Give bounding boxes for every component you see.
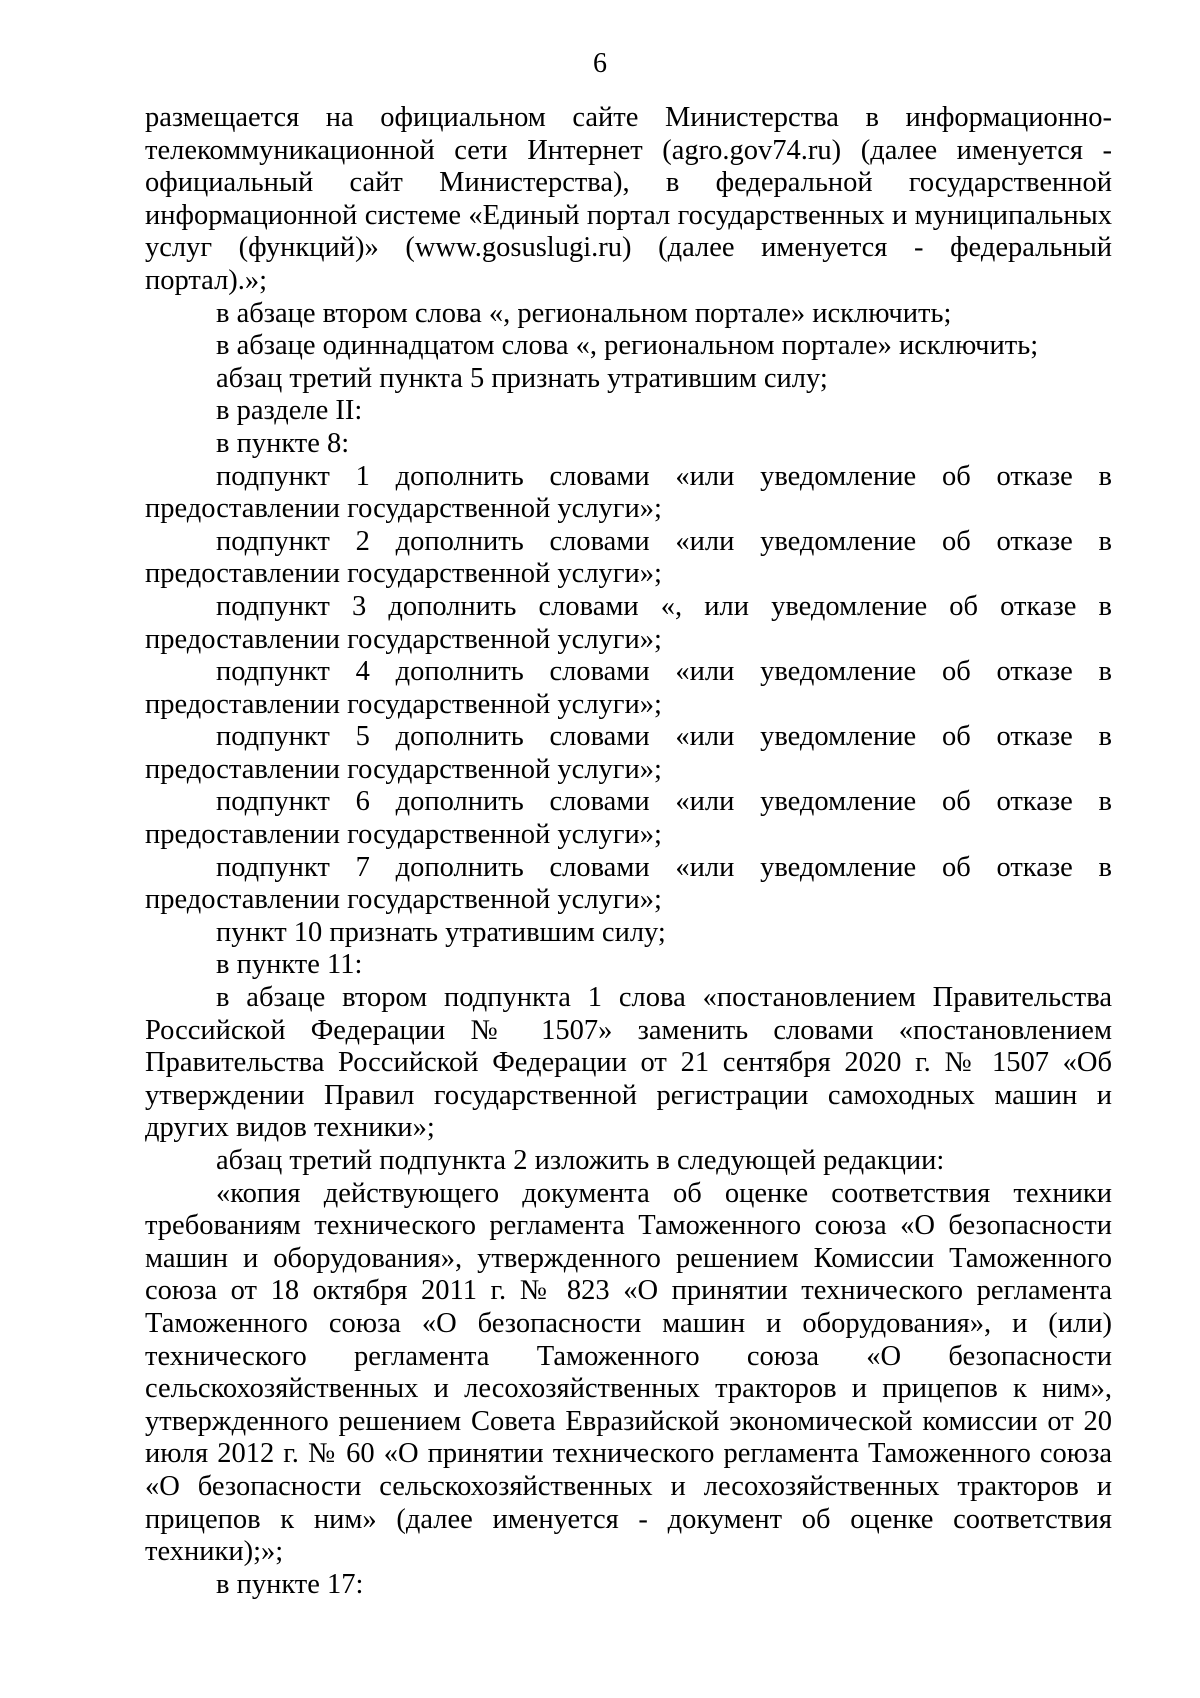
paragraph: в абзаце одиннадцатом слова «, региональном портале» исключить; (216, 330, 1039, 362)
paragraph: пункт 10 признать утратившим силу; (216, 916, 666, 948)
paragraph: в абзаце втором слова «, региональном портале» исключить; (216, 297, 952, 329)
paragraph: в пункте 8: (216, 427, 350, 459)
page-number: 6 (593, 48, 607, 79)
paragraph: в разделе II: (216, 395, 363, 427)
paragraph: абзац третий подпункта 2 изложить в следующей редакции: (216, 1145, 945, 1176)
paragraph: подпункт 3 дополнить словами «, или уведомление об отказе в предоставлении государственной услуги»; (145, 590, 1112, 655)
paragraph: подпункт 6 дополнить словами «или уведомление об отказе в предоставлении государственной услуги»; (145, 786, 1112, 851)
paragraph: в абзаце втором подпункта 1 слова «постановлением Правительства Российской Федерации № 1507» заменить словами «постановлением Правительства Российской Федерации от 21 сентября 2020 г. № 1507 «Об утверждении Правил государственной регистрации самоходных машин и других видов техники»; (145, 982, 1112, 1144)
paragraph: абзац третий пункта 5 признать утратившим силу; (216, 362, 828, 394)
paragraph: «копия действующего документа об оценке соответствия техники требованиям технического регламента Таможенного союза «О безопасности машин и оборудования», утвержденного решением Комиссии Таможенного союза от 18 октября 2011 г. № 823 «О принятии технического регламента Таможенного союза «О безопасности машин и оборудования», и (или) технического регламента Таможенного союза «О безопасности сельскохозяйственных и лесохозяйственных тракторов и прицепов к ним», утвержденного решением Совета Евразийской экономической комиссии от 20 июля 2012 г. № 60 «О принятии технического регламента Таможенного союза «О безопасности сельскохозяйственных и лесохозяйственных тракторов и прицепов к ним» (далее именуется - документ об оценке соответствия техники);»; (145, 1177, 1112, 1568)
paragraph: подпункт 2 дополнить словами «или уведомление об отказе в предоставлении государственной услуги»; (145, 525, 1112, 590)
paragraph: размещается на официальном сайте Министерства в информационно-телекоммуникационной сети Интернет (agro.gov74.ru) (далее именуется - официальный сайт Министерства), в федеральной государственной информационной системе «Единый портал государственных и муниципальных услуг (функций)» (www.gosuslugi.ru) (далее именуется - федеральный портал).»; (145, 102, 1112, 296)
paragraph: подпункт 1 дополнить словами «или уведомление об отказе в предоставлении государственной услуги»; (145, 460, 1112, 525)
paragraph: в пункте 11: (216, 949, 363, 981)
paragraph: подпункт 7 дополнить словами «или уведомление об отказе в предоставлении государственной услуги»; (145, 851, 1112, 916)
paragraph: подпункт 5 дополнить словами «или уведомление об отказе в предоставлении государственной услуги»; (145, 721, 1112, 785)
paragraph: подпункт 4 дополнить словами «или уведомление об отказе в предоставлении государственной услуги»; (145, 656, 1112, 720)
paragraph: в пункте 17: (216, 1568, 364, 1600)
document-body (145, 102, 1112, 1601)
